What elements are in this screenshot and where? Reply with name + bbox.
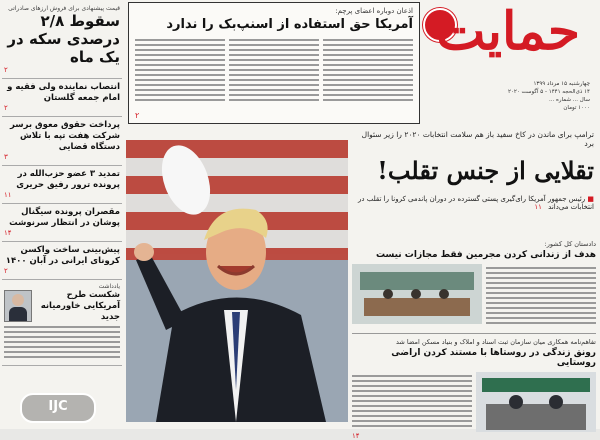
page-number: ۱۱: [4, 191, 12, 199]
issue-info: [420, 80, 590, 112]
issue-price: ۱۰۰۰ تومان: [563, 105, 590, 111]
logo-wordmark: حمایت: [436, 1, 580, 62]
story-title: سقوط ۲/۸ درصدی سکه در یک ماه: [7, 12, 120, 66]
lead-photo[interactable]: [126, 140, 348, 422]
editorial-title: آمریکا حق استفاده از اسنپ‌بک را ندارد: [166, 17, 413, 32]
story-kicker: دادستان کل کشور:: [544, 240, 596, 248]
issue-date: چهارشنبه ۱۵ مرداد ۱۳۹۹: [533, 81, 590, 87]
left-column: [2, 2, 122, 427]
page-number: ۲: [4, 104, 8, 112]
story-title: پرداخت حقوق معوق برسر شرکت هفت تپه با تلاش دستگاه قضایی: [9, 120, 120, 152]
left-story-5[interactable]: [2, 204, 122, 242]
story-title: مقصران پرونده سیگنال پوشان در انتظار سرنوشت: [9, 207, 120, 228]
story-title: هدف از زندانی کردن مجرمین فقط مجازات نیست: [375, 250, 596, 260]
lead-headline: تقلایی از جنس تقلب!: [377, 156, 594, 185]
story-photo-courtroom: [352, 264, 482, 324]
left-profile-story[interactable]: [2, 280, 122, 366]
lead-deck: ■ رئیس جمهور آمریکا رای‌گیری پستی گسترده در دوران پاندمی کرونا را تقلب در انتخابات می‌داند ۱۱: [358, 195, 594, 211]
page-number: ۱۱: [534, 203, 542, 211]
issue-date-alt: ۱۴ ذی‌الحجه ۱۴۴۱ - ۵ آگوست ۲۰۲۰: [507, 89, 590, 95]
story-prosecutor[interactable]: [352, 240, 596, 327]
left-story-3[interactable]: [2, 117, 122, 166]
editorial-box[interactable]: [128, 2, 420, 124]
author-avatar: [4, 290, 32, 322]
right-stories: [352, 240, 596, 440]
lead-story-header[interactable]: [350, 130, 594, 211]
masthead: [416, 1, 594, 111]
profile-title: شکست طرح آمریکایی خاورمیانه جدید: [40, 290, 120, 322]
left-story-6[interactable]: [2, 242, 122, 280]
story-kicker: تفاهم‌نامه همکاری میان سازمان ثبت اسناد و املاک و بنیاد مسکن امضا شد: [395, 338, 596, 346]
watermark-logo: IJC: [20, 393, 96, 423]
page-number: ۱۴: [4, 229, 12, 237]
lead-photo-illustration: [126, 140, 348, 422]
story-title: پیش‌بینی ساخت واکسن کرونای ایرانی در آبان ۱۴۰۰: [5, 245, 120, 266]
story-photo-signing: [476, 372, 596, 432]
story-title: رونق زندگی در روستاها با مستند کردن اراضی روستایی: [391, 348, 596, 368]
editorial-body: [129, 32, 419, 108]
story-title: انتصاب نماینده ولی فقیه و امام جمعه گلستان: [7, 82, 120, 103]
lead-deck-text: رئیس جمهور آمریکا رای‌گیری پستی گسترده در دوران پاندمی کرونا را تقلب در انتخابات می‌داند: [358, 195, 594, 211]
page-number: ۳: [4, 153, 8, 161]
story-title: تمدید ۳ عضو حزب‌الله در پرونده ترور رفیق حریری: [16, 169, 120, 190]
issue-number: سال ... شماره ...: [548, 97, 590, 103]
left-story-2[interactable]: [2, 79, 122, 117]
page-number: ۲: [4, 267, 8, 275]
story-rural-land[interactable]: [352, 338, 596, 440]
page-number: ۲: [4, 66, 8, 74]
lead-kicker: ترامپ برای ماندن در کاخ سفید باز هم سلامت انتخابات ۲۰۲۰ را زیر سئوال برد: [361, 130, 594, 148]
left-story-1[interactable]: [2, 2, 122, 79]
story-kicker: قیمت پیشنهادی برای فروش ارزهای صادراتی: [8, 5, 120, 12]
page-number: ۲: [135, 111, 140, 120]
editorial-kicker: اذعان دوباره اعضای پرچم:: [335, 7, 413, 15]
left-story-4[interactable]: [2, 166, 122, 204]
page-number: ۱۴: [352, 432, 360, 440]
profile-kicker: یادداشت: [98, 283, 120, 290]
newspaper-logo[interactable]: [417, 2, 592, 82]
